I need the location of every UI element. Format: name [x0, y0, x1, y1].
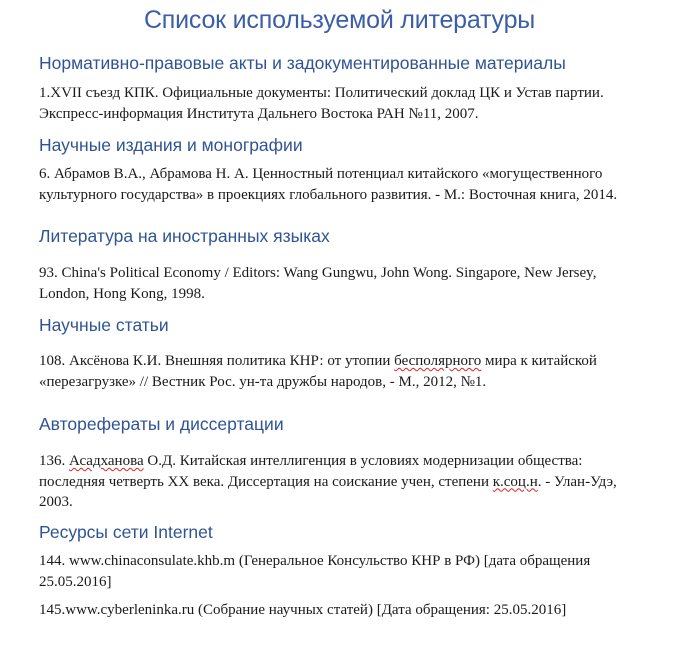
reference-line: 25.05.2016]: [39, 573, 112, 590]
section-heading-internet-resources: Ресурсы сети Internet: [39, 522, 213, 542]
reference-entry-144: [39, 551, 664, 592]
reference-entry-136: [39, 451, 664, 513]
reference-entry-93: [39, 263, 664, 304]
reference-entry-6: [39, 164, 664, 205]
reference-entry-108: [39, 351, 664, 392]
reference-line: 136. Асадханова О.Д. Китайская интеллигенция в условиях модернизации общества:: [39, 453, 583, 469]
section-heading-normative: Нормативно-правовые акты и задокументированные материалы: [39, 53, 566, 73]
reference-line: London, Hong Kong, 1998.: [39, 285, 205, 302]
reference-line: 145.www.cyberleninka.ru (Собрание научных статей) [Дата обращения: 25.05.2016]: [39, 602, 567, 618]
reference-line: «перезагрузке» // Вестник Рос. ун-та дружбы народов, - М., 2012, №1.: [39, 373, 487, 390]
reference-line: 144. www.chinaconsulate.khb.m (Генеральное Консульство КНР в РФ) [дата обращения: [39, 553, 591, 569]
section-heading-articles: Научные статьи: [39, 315, 169, 335]
section-heading-monographs: Научные издания и монографии: [39, 135, 303, 155]
section-heading-dissertations: Авторефераты и диссертации: [39, 414, 284, 434]
reference-line: 93. China's Political Economy / Editors: Wang Gungwu, John Wong. Singapore, New Jersey,: [39, 265, 597, 281]
reference-line: 1.XVII съезд КПК. Официальные документы: Политический доклад ЦК и Устав партии.: [39, 85, 604, 101]
reference-line: культурного государства» в проекциях глобального развития. - М.: Восточная книга, 2014.: [39, 186, 618, 203]
reference-line: 108. Аксёнова К.И. Внешняя политика КНР: от утопии бесполярного мира к китайской: [39, 353, 597, 369]
reference-entry-145: [39, 600, 664, 621]
section-heading-foreign-literature: Литература на иностранных языках: [39, 226, 330, 246]
reference-line: Экспресс-информация Института Дальнего Востока РАН №11, 2007.: [39, 105, 479, 122]
reference-entry-1: [39, 83, 664, 124]
reference-line: последняя четверть XX века. Диссертация на соискание учен, степени к.соц.н. - Улан-Удэ,: [39, 473, 617, 490]
reference-line: 2003.: [39, 494, 73, 510]
page-title: Список используемой литературы: [143, 6, 536, 34]
reference-line: 6. Абрамов В.А., Абрамова Н. А. Ценностный потенциал китайского «могущественного: [39, 166, 603, 182]
